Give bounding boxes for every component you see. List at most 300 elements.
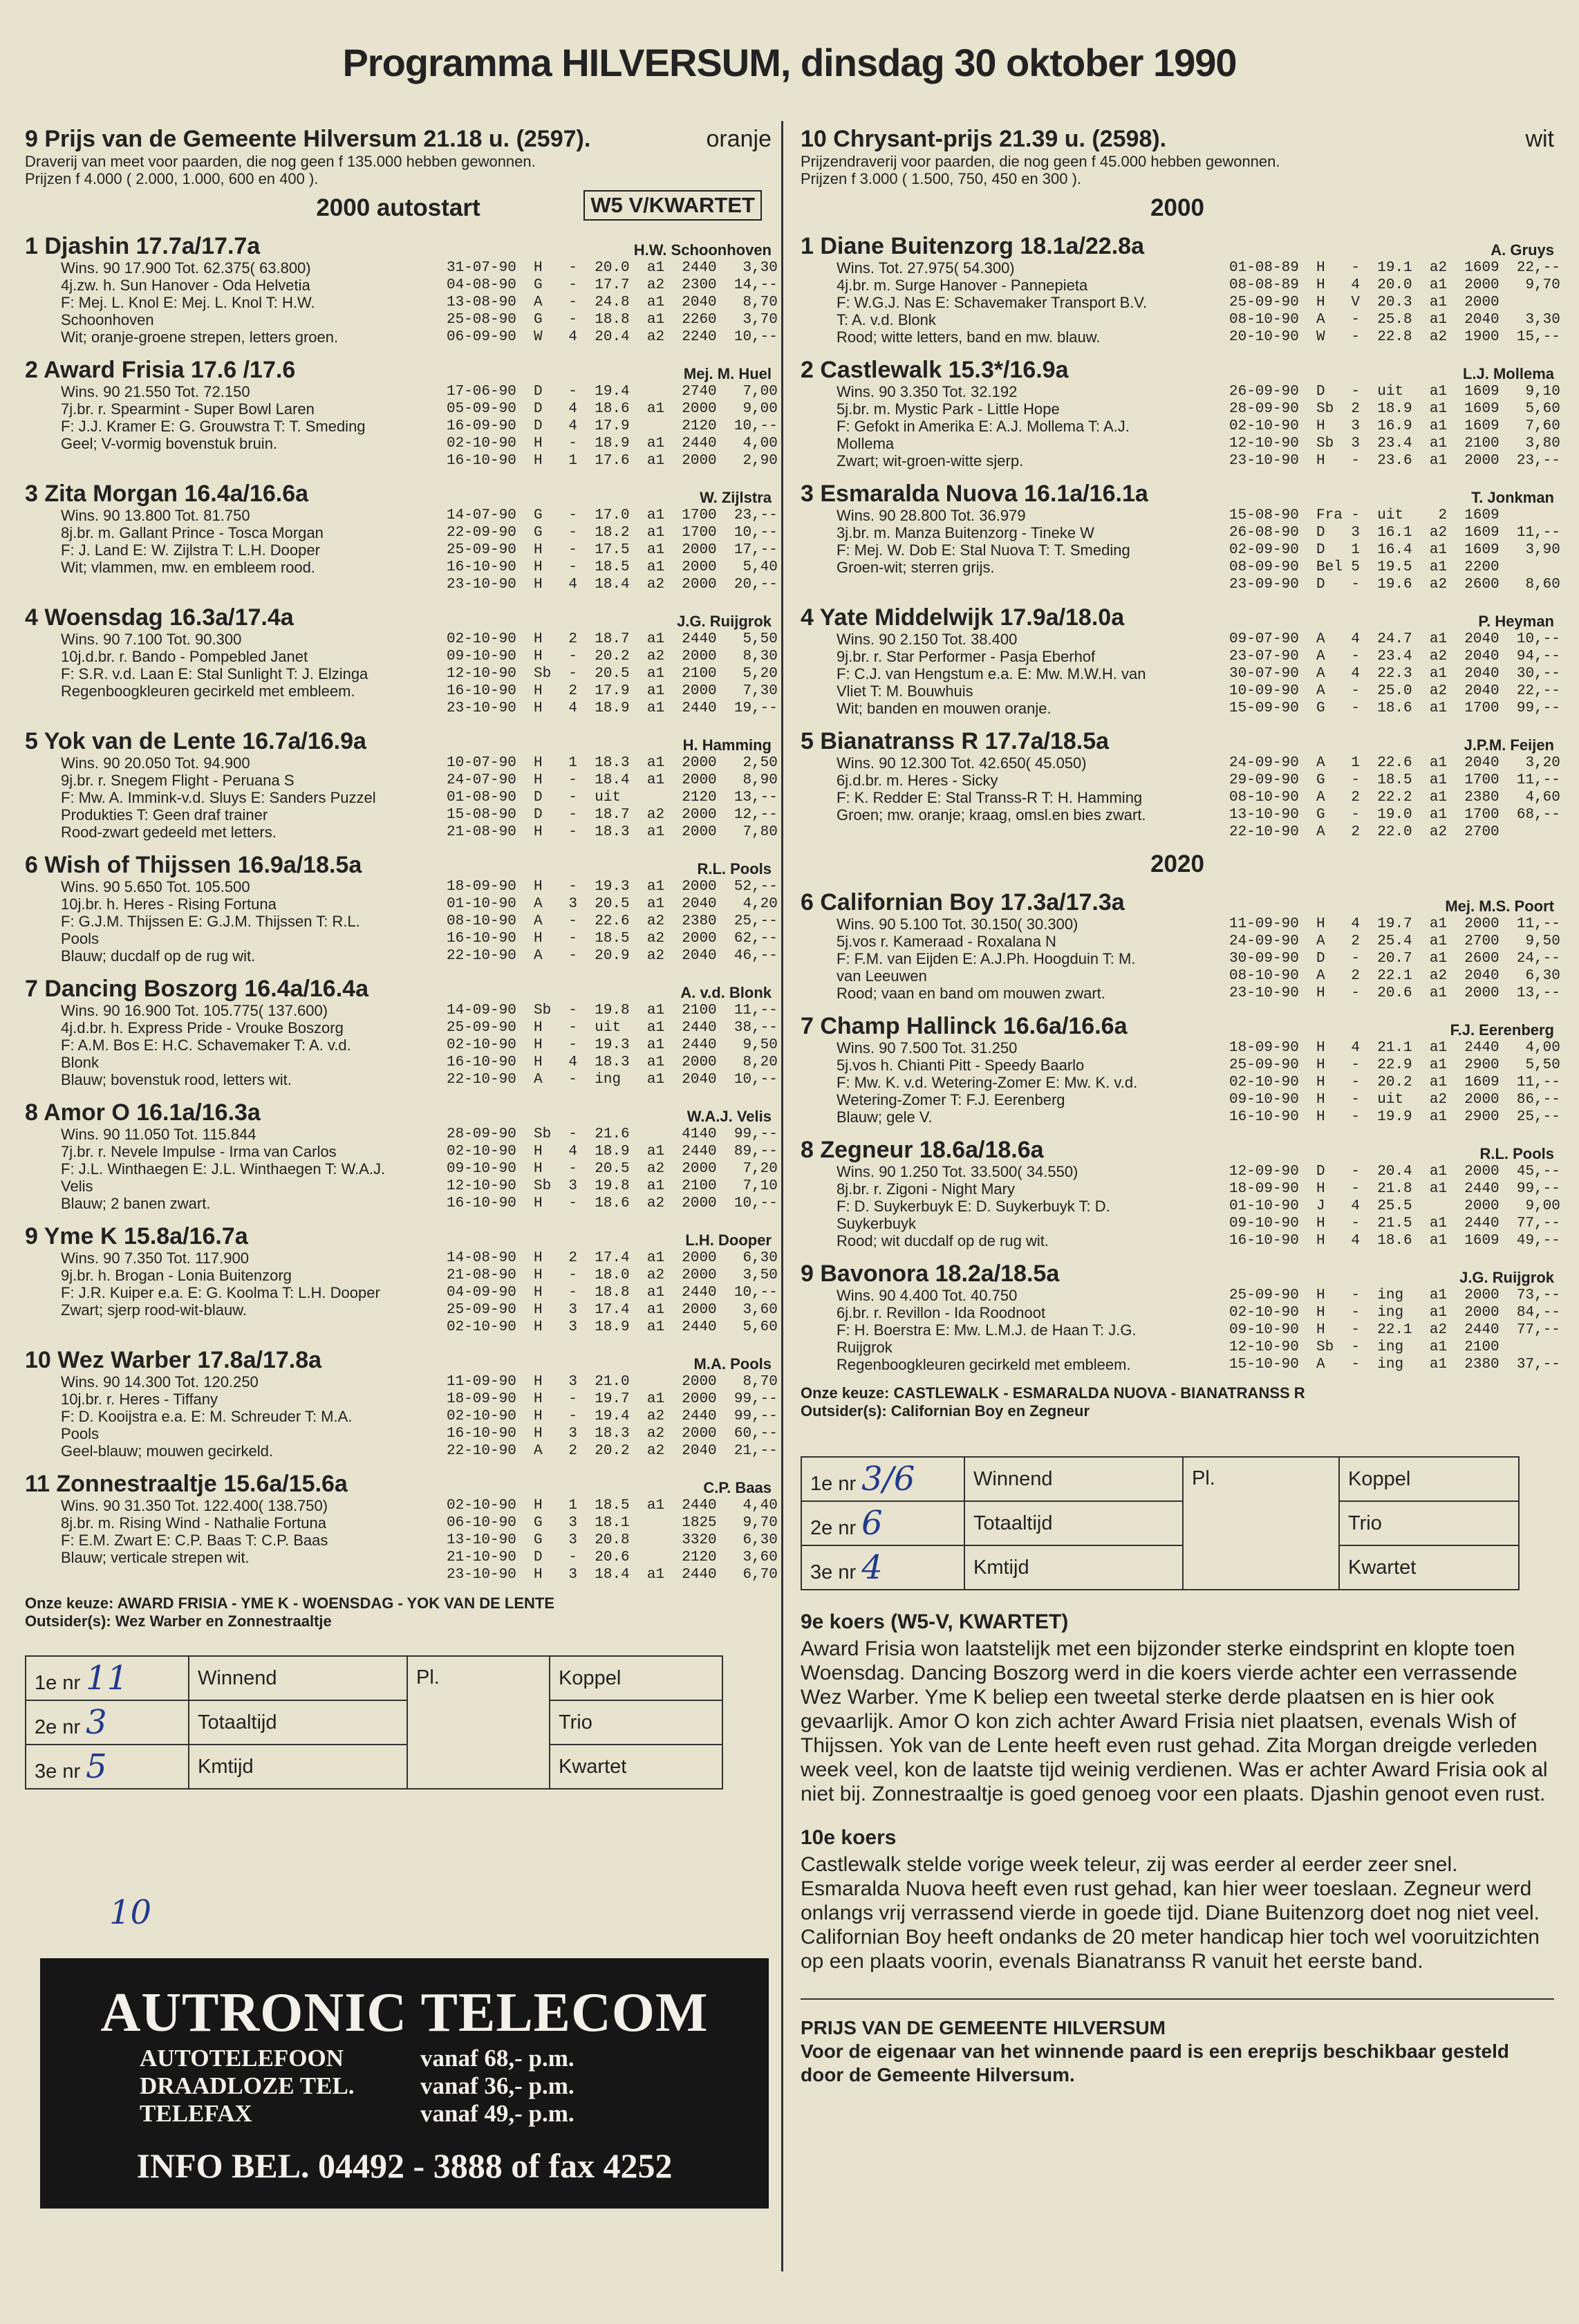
horse-trainer: W.A.J. Velis: [686, 1108, 772, 1125]
run-row: 23-09-90 D - 19.6 a2 2600 8,60: [1229, 577, 1560, 593]
horse-info-line: F: A.M. Bos E: H.C. Schavemaker T: A. v.d.: [61, 1036, 351, 1054]
horse-trainer: J.G. Ruijgrok: [1459, 1269, 1554, 1286]
horse-entry: [25, 481, 778, 593]
horse-info-line: 4j.zw. h. Sun Hanover - Oda Helvetia: [61, 277, 310, 294]
ad-price: vanaf 68,- p.m.: [420, 2045, 574, 2072]
race-10-result-form: [801, 1456, 1520, 1590]
race-10-horse-list: [801, 233, 1560, 841]
race-10-distance-2020: 2020: [1150, 850, 1204, 877]
run-row: 08-10-90 A - 25.8 a1 2040 3,30: [1229, 312, 1560, 328]
horse-info: [25, 1002, 438, 1088]
run-row: 08-10-90 A - 22.6 a2 2380 25,--: [447, 913, 778, 929]
horse-info: [801, 754, 1221, 841]
horse-recent-runs: [1229, 1163, 1560, 1249]
horse-info-line: 9j.br. r. Star Performer - Pasja Eberhof: [837, 648, 1096, 665]
horse-info-line: Wins. 90 11.050 Tot. 115.844: [61, 1126, 256, 1143]
result-place: Pl.: [407, 1656, 550, 1789]
page-title: Programma HILVERSUM, dinsdag 30 oktober 1990: [342, 41, 1237, 84]
race-9-result-form: [25, 1655, 723, 1790]
ad-price: vanaf 49,- p.m.: [420, 2100, 574, 2127]
run-row: 26-08-90 D 3 16.1 a2 1609 11,--: [1229, 525, 1560, 541]
run-row: 16-09-90 D 4 17.9 2120 10,--: [447, 418, 778, 434]
horse-trainer: H.W. Schoonhoven: [633, 241, 772, 259]
horse-info-line: Wit; oranje-groene strepen, letters groen.: [61, 328, 339, 346]
run-row: 30-07-90 A 4 22.3 a1 2040 30,--: [1229, 666, 1560, 682]
horse-info-line: Wins. 90 4.400 Tot. 40.750: [837, 1287, 1018, 1304]
horse-info-line: F: J. Land E: W. Zijlstra T: L.H. Dooper: [61, 541, 320, 559]
horse-info-line: Groen; mw. oranje; kraag, omsl.en bies zwart.: [837, 806, 1146, 824]
horse-info: [801, 1039, 1221, 1126]
horse-entry: [25, 604, 778, 717]
horse-info: [25, 1497, 438, 1583]
run-row: 01-10-90 A 3 20.5 a1 2040 4,20: [447, 896, 778, 912]
horse-info-line: Wins. 90 3.350 Tot. 32.192: [837, 383, 1018, 400]
horse-recent-runs: [447, 754, 778, 841]
horse-info: [25, 507, 438, 593]
run-row: 15-10-90 A - ing a1 2380 37,--: [1229, 1357, 1560, 1373]
ad-price: vanaf 36,- p.m.: [420, 2072, 574, 2099]
run-row: 13-08-90 A - 24.8 a1 2040 8,70: [447, 295, 778, 310]
run-row: 25-09-90 H - 17.5 a1 2000 17,--: [447, 542, 778, 558]
position-label: 2e nr: [810, 1517, 857, 1539]
horse-info-line: F: W.G.J. Nas E: Schavemaker Transport B.V.: [837, 294, 1148, 311]
horse-info-line: Wins. 90 14.300 Tot. 120.250: [61, 1373, 259, 1391]
horse-name: 3 Zita Morgan 16.4a/16.6a: [25, 481, 309, 507]
horse-name: 4 Yate Middelwijk 17.9a/18.0a: [801, 604, 1125, 631]
handwritten-number: 5: [86, 1747, 107, 1786]
run-row: 21-08-90 H - 18.3 a1 2000 7,80: [447, 824, 778, 840]
horse-recent-runs: [1229, 383, 1560, 470]
horse-info-line: van Leeuwen: [837, 967, 927, 985]
horse-info-line: Wins. 90 12.300 Tot. 42.650( 45.050): [837, 754, 1087, 772]
horse-info: [801, 631, 1221, 717]
horse-recent-runs: [1229, 507, 1560, 593]
run-row: 18-09-90 H - 21.8 a1 2440 99,--: [1229, 1181, 1560, 1197]
run-row: 14-07-90 G - 17.0 a1 1700 23,--: [447, 508, 778, 523]
run-row: 15-08-90 D - 18.7 a2 2000 12,--: [447, 807, 778, 823]
result-winnend: Winnend: [964, 1457, 1183, 1501]
horse-recent-runs: [447, 1497, 778, 1583]
run-row: 23-10-90 H 4 18.9 a1 2440 19,--: [447, 700, 778, 716]
horse-recent-runs: [1229, 1287, 1560, 1373]
race-9-description: Draverij van meet voor paarden, die nog geen f 135.000 hebben gewonnen.: [25, 153, 536, 170]
run-row: 12-10-90 Sb - 20.5 a1 2100 5,20: [447, 666, 778, 682]
horse-info-line: Pools: [61, 930, 100, 947]
run-row: 04-09-90 H - 18.8 a1 2440 10,--: [447, 1285, 778, 1301]
run-row: 02-10-90 H 1 18.5 a1 2440 4,40: [447, 1498, 778, 1514]
race-9-title: 9 Prijs van de Gemeente Hilversum 21.18 u. (2597).: [25, 126, 591, 152]
horse-info-line: 7j.br. r. Spearmint - Super Bowl Laren: [61, 400, 315, 418]
horse-entry: [801, 357, 1560, 470]
horse-info: [25, 878, 438, 965]
race-9-pick: Onze keuze: AWARD FRISIA - YME K - WOENSDAG - YOK VAN DE LENTE: [25, 1595, 554, 1612]
horse-name: 1 Diane Buitenzorg 18.1a/22.8a: [801, 233, 1144, 259]
horse-recent-runs: [447, 1126, 778, 1212]
race-9-outsiders: Outsider(s): Wez Warber en Zonnestraaltje: [25, 1612, 332, 1630]
position-label: 2e nr: [35, 1716, 81, 1738]
horse-trainer: P. Heyman: [1478, 613, 1554, 630]
horse-info-line: F: G.J.M. Thijssen E: G.J.M. Thijssen T: R.L.: [61, 913, 360, 930]
horse-info-line: 5j.br. m. Mystic Park - Little Hope: [837, 400, 1060, 418]
handwritten-extra-number: 10: [109, 1893, 152, 1932]
footer-title: PRIJS VAN DE GEMEENTE HILVERSUM: [801, 2017, 1166, 2038]
horse-info-line: Wins. 90 21.550 Tot. 72.150: [61, 383, 250, 400]
horse-info-line: F: J.L. Winthaegen E: J.L. Winthaegen T: W.A.J.: [61, 1160, 386, 1178]
horse-entry: [801, 481, 1560, 593]
horse-info-line: 8j.br. r. Zigoni - Night Mary: [837, 1180, 1015, 1198]
run-row: 22-10-90 A - ing a1 2040 10,--: [447, 1072, 778, 1088]
horse-name: 7 Dancing Boszorg 16.4a/16.4a: [25, 976, 368, 1002]
horse-entry: [25, 1347, 778, 1460]
horse-info-line: Rood; wit ducdalf op de rug wit.: [837, 1232, 1049, 1249]
horse-trainer: Mej. M.S. Poort: [1445, 898, 1554, 915]
horse-trainer: T. Jonkman: [1471, 489, 1554, 506]
horse-entry: [801, 604, 1560, 717]
horse-info-line: Mollema: [837, 435, 895, 452]
run-row: 15-09-90 G - 18.6 a1 1700 99,--: [1229, 700, 1560, 716]
run-row: 09-10-90 H - 21.5 a1 2440 77,--: [1229, 1216, 1560, 1231]
horse-info-line: F: S.R. v.d. Laan E: Stal Sunlight T: J. Elzinga: [61, 665, 368, 682]
result-kwartet: Kwartet: [1339, 1545, 1519, 1590]
horse-recent-runs: [447, 259, 778, 346]
ad-row: [40, 2072, 769, 2100]
handwritten-number: 4: [861, 1548, 883, 1587]
race-9-header: [25, 126, 772, 153]
run-row: 08-08-89 H 4 20.0 a1 2000 9,70: [1229, 277, 1560, 293]
horse-info-line: 4j.d.br. h. Express Pride - Vrouke Boszorg: [61, 1019, 344, 1036]
run-row: 22-10-90 A 2 22.0 a2 2700: [1229, 824, 1499, 840]
horse-entry: [25, 357, 778, 470]
ad-contact: INFO BEL. 04492 - 3888 of fax 4252: [136, 2146, 673, 2185]
horse-name: 10 Wez Warber 17.8a/17.8a: [25, 1347, 322, 1373]
result-place: Pl.: [1183, 1457, 1339, 1590]
horse-info-line: Produkties T: Geen draf trainer: [61, 806, 268, 824]
run-row: 13-10-90 G 3 20.8 3320 6,30: [447, 1532, 778, 1548]
horse-recent-runs: [447, 1249, 778, 1336]
result-row-2[interactable]: [26, 1700, 189, 1745]
result-kwartet: Kwartet: [550, 1745, 722, 1789]
result-row-3[interactable]: [801, 1545, 964, 1590]
horse-info-line: Wins. 90 20.050 Tot. 94.900: [61, 754, 250, 772]
run-row: 16-10-90 H 2 17.9 a1 2000 7,30: [447, 683, 778, 699]
result-totaaltijd: Totaaltijd: [189, 1700, 407, 1745]
horse-info-line: Wins. 90 5.100 Tot. 30.150( 30.300): [837, 915, 1078, 933]
race-9-horse-list: [25, 233, 778, 1583]
run-row: 12-09-90 D - 20.4 a1 2000 45,--: [1229, 1164, 1560, 1180]
horse-name: 1 Djashin 17.7a/17.7a: [25, 233, 261, 259]
horse-recent-runs: [447, 383, 778, 470]
race-commentary: [801, 1610, 1554, 1973]
run-row: 09-10-90 H - 20.5 a2 2000 7,20: [447, 1161, 778, 1177]
horse-name: 3 Esmaralda Nuova 16.1a/16.1a: [801, 481, 1148, 507]
horse-info-line: Suykerbuyk: [837, 1215, 916, 1232]
horse-info-line: Wit; vlammen, mw. en embleem rood.: [61, 559, 316, 576]
run-row: 11-09-90 H 3 21.0 2000 8,70: [447, 1374, 778, 1390]
horse-trainer: W. Zijlstra: [700, 489, 772, 506]
ad-row: [40, 2045, 769, 2072]
horse-entry: [25, 1471, 778, 1583]
horse-recent-runs: [447, 878, 778, 965]
horse-info-line: T: A. v.d. Blonk: [837, 311, 936, 328]
horse-entry: [801, 1013, 1560, 1126]
horse-info-line: Regenboogkleuren gecirkeld met embleem.: [837, 1356, 1131, 1373]
run-row: 15-08-90 Fra - uit 2 1609: [1229, 508, 1499, 523]
horse-recent-runs: [447, 1002, 778, 1088]
position-label: 1e nr: [35, 1672, 81, 1694]
horse-info-line: Wetering-Zomer T: F.J. Eerenberg: [837, 1091, 1065, 1108]
horse-recent-runs: [1229, 915, 1560, 1002]
run-row: 09-10-90 H - uit a2 2000 86,--: [1229, 1092, 1560, 1108]
handwritten-number: 3/6: [861, 1460, 915, 1498]
horse-info-line: 9j.br. h. Brogan - Lonia Buitenzorg: [61, 1267, 292, 1284]
horse-recent-runs: [1229, 259, 1560, 346]
horse-info-line: Blauw; verticale strepen wit.: [61, 1549, 250, 1566]
horse-entry: [801, 1137, 1560, 1249]
result-trio: Trio: [1339, 1501, 1519, 1545]
run-row: 21-08-90 H - 18.0 a2 2000 3,50: [447, 1267, 778, 1283]
horse-name: 8 Amor O 16.1a/16.3a: [25, 1099, 261, 1126]
horse-info: [25, 631, 438, 717]
horse-info: [25, 1249, 438, 1336]
horse-trainer: L.J. Mollema: [1462, 365, 1554, 382]
horse-info-line: Wins. 90 28.800 Tot. 36.979: [837, 507, 1026, 524]
horse-info-line: F: J.R. Kuiper e.a. E: G. Koolma T: L.H. Dooper: [61, 1284, 380, 1301]
run-row: 22-10-90 A 2 20.2 a2 2040 21,--: [447, 1443, 778, 1459]
horse-info-line: 5j.vos r. Kameraad - Roxalana N: [837, 933, 1056, 950]
run-row: 16-10-90 H - 18.5 a2 2000 62,--: [447, 931, 778, 947]
run-row: 16-10-90 H 4 18.3 a1 2000 8,20: [447, 1054, 778, 1070]
run-row: 24-07-90 H - 18.4 a1 2000 8,90: [447, 772, 778, 788]
ad-product: AUTOTELEFOON: [140, 2045, 344, 2072]
run-row: 23-07-90 A - 23.4 a2 2040 94,--: [1229, 649, 1560, 664]
horse-trainer: M.A. Pools: [693, 1355, 772, 1373]
advertisement[interactable]: [40, 1958, 769, 2209]
run-row: 23-10-90 H 4 18.4 a2 2000 20,--: [447, 577, 778, 593]
horse-info-line: Wins. 90 13.800 Tot. 81.750: [61, 507, 250, 524]
horse-info-line: Regenboogkleuren gecirkeld met embleem.: [61, 682, 355, 700]
ad-product: TELEFAX: [140, 2100, 252, 2127]
horse-info: [801, 1163, 1221, 1249]
horse-entry: [25, 976, 778, 1088]
horse-info: [801, 259, 1221, 346]
horse-recent-runs: [1229, 631, 1560, 717]
horse-entry: [801, 889, 1560, 1002]
horse-entry: [25, 1223, 778, 1336]
horse-trainer: Mej. M. Huel: [683, 365, 772, 382]
run-row: 02-10-90 H 3 18.9 a1 2440 5,60: [447, 1319, 778, 1335]
horse-info-line: Blonk: [61, 1054, 100, 1071]
horse-name: 6 Californian Boy 17.3a/17.3a: [801, 889, 1125, 915]
horse-info-line: F: F.M. van Eijden E: A.J.Ph. Hoogduin T: M.: [837, 950, 1136, 967]
race-10-distance-2000: 2000: [1150, 194, 1204, 221]
horse-info-line: Blauw; ducdalf op de rug wit.: [61, 947, 256, 965]
run-row: 01-10-90 J 4 25.5 2000 9,00: [1229, 1198, 1560, 1214]
horse-info-line: F: E.M. Zwart E: C.P. Baas T: C.P. Baas: [61, 1532, 328, 1549]
horse-recent-runs: [447, 631, 778, 717]
horse-info-line: 4j.br. m. Surge Hanover - Pannepieta: [837, 277, 1088, 294]
run-row: 08-09-90 Bel 5 19.5 a1 2200: [1229, 559, 1499, 575]
race-9-distance: [25, 194, 772, 222]
result-kmtijd: Kmtijd: [189, 1745, 407, 1789]
horse-recent-runs: [447, 507, 778, 593]
run-row: 11-09-90 H 4 19.7 a1 2000 11,--: [1229, 916, 1560, 932]
run-row: 31-07-90 H - 20.0 a1 2440 3,30: [447, 260, 778, 276]
horse-info-line: Wins. 90 7.500 Tot. 31.250: [837, 1039, 1018, 1057]
run-row: 02-10-90 H - 18.9 a1 2440 4,00: [447, 436, 778, 452]
horse-info-line: F: Mw. A. Immink-v.d. Sluys E: Sanders Puzzel: [61, 789, 376, 806]
horse-info: [801, 383, 1221, 470]
run-row: 02-10-90 H - 19.4 a2 2440 99,--: [447, 1409, 778, 1424]
run-row: 16-10-90 H - 18.6 a2 2000 10,--: [447, 1196, 778, 1211]
horse-info-line: Wins. 90 31.350 Tot. 122.400( 138.750): [61, 1497, 328, 1514]
horse-name: 9 Yme K 15.8a/16.7a: [25, 1223, 248, 1249]
run-row: 09-10-90 H - 20.2 a2 2000 8,30: [447, 649, 778, 664]
horse-entry: [25, 233, 778, 346]
run-row: 25-09-90 H - uit a1 2440 38,--: [447, 1020, 778, 1036]
run-row: 01-08-89 H - 19.1 a2 1609 22,--: [1229, 260, 1560, 276]
run-row: 29-09-90 G - 18.5 a1 1700 11,--: [1229, 772, 1560, 788]
horse-info-line: Rood-zwart gedeeld met letters.: [61, 824, 277, 841]
position-label: 3e nr: [810, 1561, 857, 1583]
horse-info-line: Pools: [61, 1425, 100, 1442]
run-row: 02-10-90 H 3 16.9 a1 1609 7,60: [1229, 418, 1560, 434]
run-row: 02-09-90 D 1 16.4 a1 1609 3,90: [1229, 542, 1560, 558]
run-row: 10-09-90 A - 25.0 a2 2040 22,--: [1229, 683, 1560, 699]
horse-entry: [801, 728, 1560, 841]
horse-info-line: 5j.vos h. Chianti Pitt - Speedy Baarlo: [837, 1057, 1085, 1074]
bet-type-badge: W5 V/KWARTET: [583, 190, 762, 221]
handwritten-number: 3: [86, 1703, 107, 1742]
run-row: 26-09-90 D - uit a1 1609 9,10: [1229, 384, 1560, 400]
run-row: 22-09-90 G - 18.2 a1 1700 10,--: [447, 525, 778, 541]
run-row: 28-09-90 Sb 2 18.9 a1 1609 5,60: [1229, 401, 1560, 417]
run-row: 25-09-90 H V 20.3 a1 2000: [1229, 295, 1499, 310]
run-row: 24-09-90 A 2 25.4 a1 2700 9,50: [1229, 933, 1560, 949]
ad-row: [40, 2100, 769, 2128]
run-row: 16-10-90 H 3 18.3 a2 2000 60,--: [447, 1426, 778, 1442]
horse-trainer: H. Hamming: [682, 736, 772, 754]
horse-info: [801, 1287, 1221, 1373]
horse-info-line: F: C.J. van Hengstum e.a. E: Mw. M.W.H. van: [837, 665, 1146, 682]
race-9-prizes: Prijzen f 4.000 ( 2.000, 1.000, 600 en 400 ).: [25, 170, 319, 187]
run-row: 06-09-90 W 4 20.4 a2 2240 10,--: [447, 329, 778, 345]
horse-info-line: Zwart; wit-groen-witte sjerp.: [837, 452, 1024, 470]
run-row: 13-10-90 G - 19.0 a1 1700 68,--: [1229, 807, 1560, 823]
horse-info-line: Wins. 90 2.150 Tot. 38.400: [837, 631, 1018, 648]
run-row: 30-09-90 D - 20.7 a1 2600 24,--: [1229, 951, 1560, 967]
horse-info-line: Zwart; sjerp rood-wit-blauw.: [61, 1301, 247, 1319]
result-winnend: Winnend: [189, 1656, 407, 1700]
horse-info-line: Wit; banden en mouwen oranje.: [837, 700, 1052, 717]
commentary-text-10: Castlewalk stelde vorige week teleur, zij was eerder al eerder zeer snel. Esmaralda Nuova heeft even rust gehad, kan hier weer toeslaan. Zegneur werd onlangs vrij verrassend vierde in goede tijd. Diane Buitenzorg doet nog niet veel. Californian Boy heeft ondanks de 20 meter handicap hier toch wel vooruitzichten op een plaats voorin, evenals Bianatranss R vanuit het eerste band.: [801, 1853, 1540, 1973]
horse-info-line: F: D. Suykerbuyk E: D. Suykerbuyk T: D.: [837, 1198, 1110, 1215]
horse-info-line: Velis: [61, 1178, 93, 1195]
run-row: 14-09-90 Sb - 19.8 a1 2100 11,--: [447, 1003, 778, 1019]
run-row: 02-10-90 H 4 18.9 a1 2440 89,--: [447, 1144, 778, 1160]
handwritten-number: 6: [861, 1504, 883, 1543]
horse-name: 5 Yok van de Lente 16.7a/16.9a: [25, 728, 366, 754]
run-row: 25-09-90 H - 22.9 a1 2900 5,50: [1229, 1057, 1560, 1073]
race-10-color: wit: [1525, 126, 1554, 152]
result-row-2[interactable]: [801, 1501, 964, 1545]
horse-info-line: Wins. 90 1.250 Tot. 33.500( 34.550): [837, 1163, 1078, 1180]
horse-info-line: 10j.br. r. Heres - Tiffany: [61, 1391, 218, 1408]
result-row-1[interactable]: [801, 1457, 964, 1501]
horse-trainer: R.L. Pools: [1479, 1145, 1554, 1162]
horse-info-line: 7j.br. r. Nevele Impulse - Irma van Carlos: [61, 1143, 337, 1160]
horse-info-line: Blauw; bovenstuk rood, letters wit.: [61, 1071, 292, 1088]
run-row: 23-10-90 H 3 18.4 a1 2440 6,70: [447, 1567, 778, 1583]
horse-info-line: Geel; V-vormig bovenstuk bruin.: [61, 435, 278, 452]
race-10-horse-list-handicap: [801, 889, 1560, 1373]
result-row-3[interactable]: [26, 1745, 189, 1789]
horse-info-line: Wins. 90 5.650 Tot. 105.500: [61, 878, 250, 895]
run-row: 22-10-90 A - 20.9 a2 2040 46,--: [447, 948, 778, 964]
horse-trainer: J.P.M. Feijen: [1464, 736, 1554, 754]
horse-info-line: 3j.br. m. Manza Buitenzorg - Tineke W: [837, 524, 1094, 541]
horse-info-line: F: Mej. L. Knol E: Mej. L. Knol T: H.W.: [61, 294, 315, 311]
ad-title: AUTRONIC TELECOM: [100, 1982, 709, 2043]
run-row: 16-10-90 H 4 18.6 a1 1609 49,--: [1229, 1233, 1560, 1249]
run-row: 10-07-90 H 1 18.3 a1 2000 2,50: [447, 755, 778, 771]
horse-info-line: 10j.br. h. Heres - Rising Fortuna: [61, 895, 277, 913]
horse-entry: [25, 728, 778, 841]
run-row: 23-10-90 H - 23.6 a1 2000 23,--: [1229, 453, 1560, 469]
result-trio: Trio: [550, 1700, 722, 1745]
run-row: 02-10-90 H - ing a1 2000 84,--: [1229, 1305, 1560, 1321]
horse-info-line: 8j.br. m. Rising Wind - Nathalie Fortuna: [61, 1514, 326, 1532]
horse-name: 8 Zegneur 18.6a/18.6a: [801, 1137, 1044, 1163]
horse-info-line: Schoonhoven: [61, 311, 154, 328]
horse-info-line: Geel-blauw; mouwen gecirkeld.: [61, 1442, 273, 1460]
horse-trainer: J.G. Ruijgrok: [677, 613, 772, 630]
horse-info-line: 6j.d.br. m. Heres - Sicky: [837, 772, 998, 789]
horse-info-line: Wins. 90 7.100 Tot. 90.300: [61, 631, 242, 648]
run-row: 09-10-90 H - 22.1 a2 2440 77,--: [1229, 1322, 1560, 1338]
horse-name: 4 Woensdag 16.3a/17.4a: [25, 604, 294, 631]
run-row: 12-10-90 Sb 3 23.4 a1 2100 3,80: [1229, 436, 1560, 452]
run-row: 28-09-90 Sb - 21.6 4140 99,--: [447, 1126, 778, 1142]
horse-trainer: A. v.d. Blonk: [680, 984, 772, 1001]
horse-info-line: Blauw; gele V.: [837, 1108, 933, 1126]
horse-name: 2 Award Frisia 17.6 /17.6: [25, 357, 296, 383]
result-totaaltijd: Totaaltijd: [964, 1501, 1183, 1545]
commentary-heading-9: 9e koers (W5-V, KWARTET): [801, 1610, 1069, 1633]
horse-entry: [25, 1099, 778, 1212]
horse-info-line: Wins. 90 7.350 Tot. 117.900: [61, 1249, 249, 1267]
run-row: 20-10-90 W - 22.8 a2 1900 15,--: [1229, 329, 1560, 345]
race-10-column: [801, 126, 1560, 2087]
horse-info-line: Wins. 90 17.900 Tot. 62.375( 63.800): [61, 259, 311, 277]
horse-info-line: Ruijgrok: [837, 1339, 893, 1356]
horse-info-line: 10j.d.br. r. Bando - Pompebled Janet: [61, 648, 308, 665]
horse-info-line: Wins. 90 16.900 Tot. 105.775( 137.600): [61, 1002, 328, 1019]
horse-info-line: Blauw; 2 banen zwart.: [61, 1195, 211, 1212]
result-row-1[interactable]: [26, 1656, 189, 1700]
horse-info: [801, 507, 1221, 593]
horse-entry: [801, 1261, 1560, 1373]
run-row: 16-10-90 H 1 17.6 a1 2000 2,90: [447, 453, 778, 469]
run-row: 18-09-90 H - 19.7 a1 2000 99,--: [447, 1391, 778, 1407]
horse-info-line: 6j.br. r. Revillon - Ida Roodnoot: [837, 1304, 1046, 1321]
commentary-text-9: Award Frisia won laatstelijk met een bijzonder sterke eindsprint en klopte toen Woensdag. Dancing Boszorg werd in die koers vierde achter een verrassende Wez Warber. Yme K beliep een tweetal sterke derde plaatsen en is hier ook gevaarlijk. Amor O kon zich achter Award Frisia niet plaatsen, evenals Wish of Thijssen. Yok van de Lente heeft even rust gehad. Zita Morgan dreigde verleden week veel, kon de laatste tijd weinig verdienen. Was er achter Award Frisia ook al niet bij. Zonnestraaltje is goed genoeg voor een plaats. Djashin genoot even rust.: [801, 1637, 1548, 1805]
horse-info-line: F: Mej. W. Dob E: Stal Nuova T: T. Smeding: [837, 541, 1130, 559]
horse-name: 11 Zonnestraaltje 15.6a/15.6a: [25, 1471, 348, 1497]
result-koppel: Koppel: [550, 1656, 722, 1700]
result-kmtijd: Kmtijd: [964, 1545, 1183, 1590]
result-koppel: Koppel: [1339, 1457, 1519, 1501]
horse-name: 7 Champ Hallinck 16.6a/16.6a: [801, 1013, 1128, 1039]
